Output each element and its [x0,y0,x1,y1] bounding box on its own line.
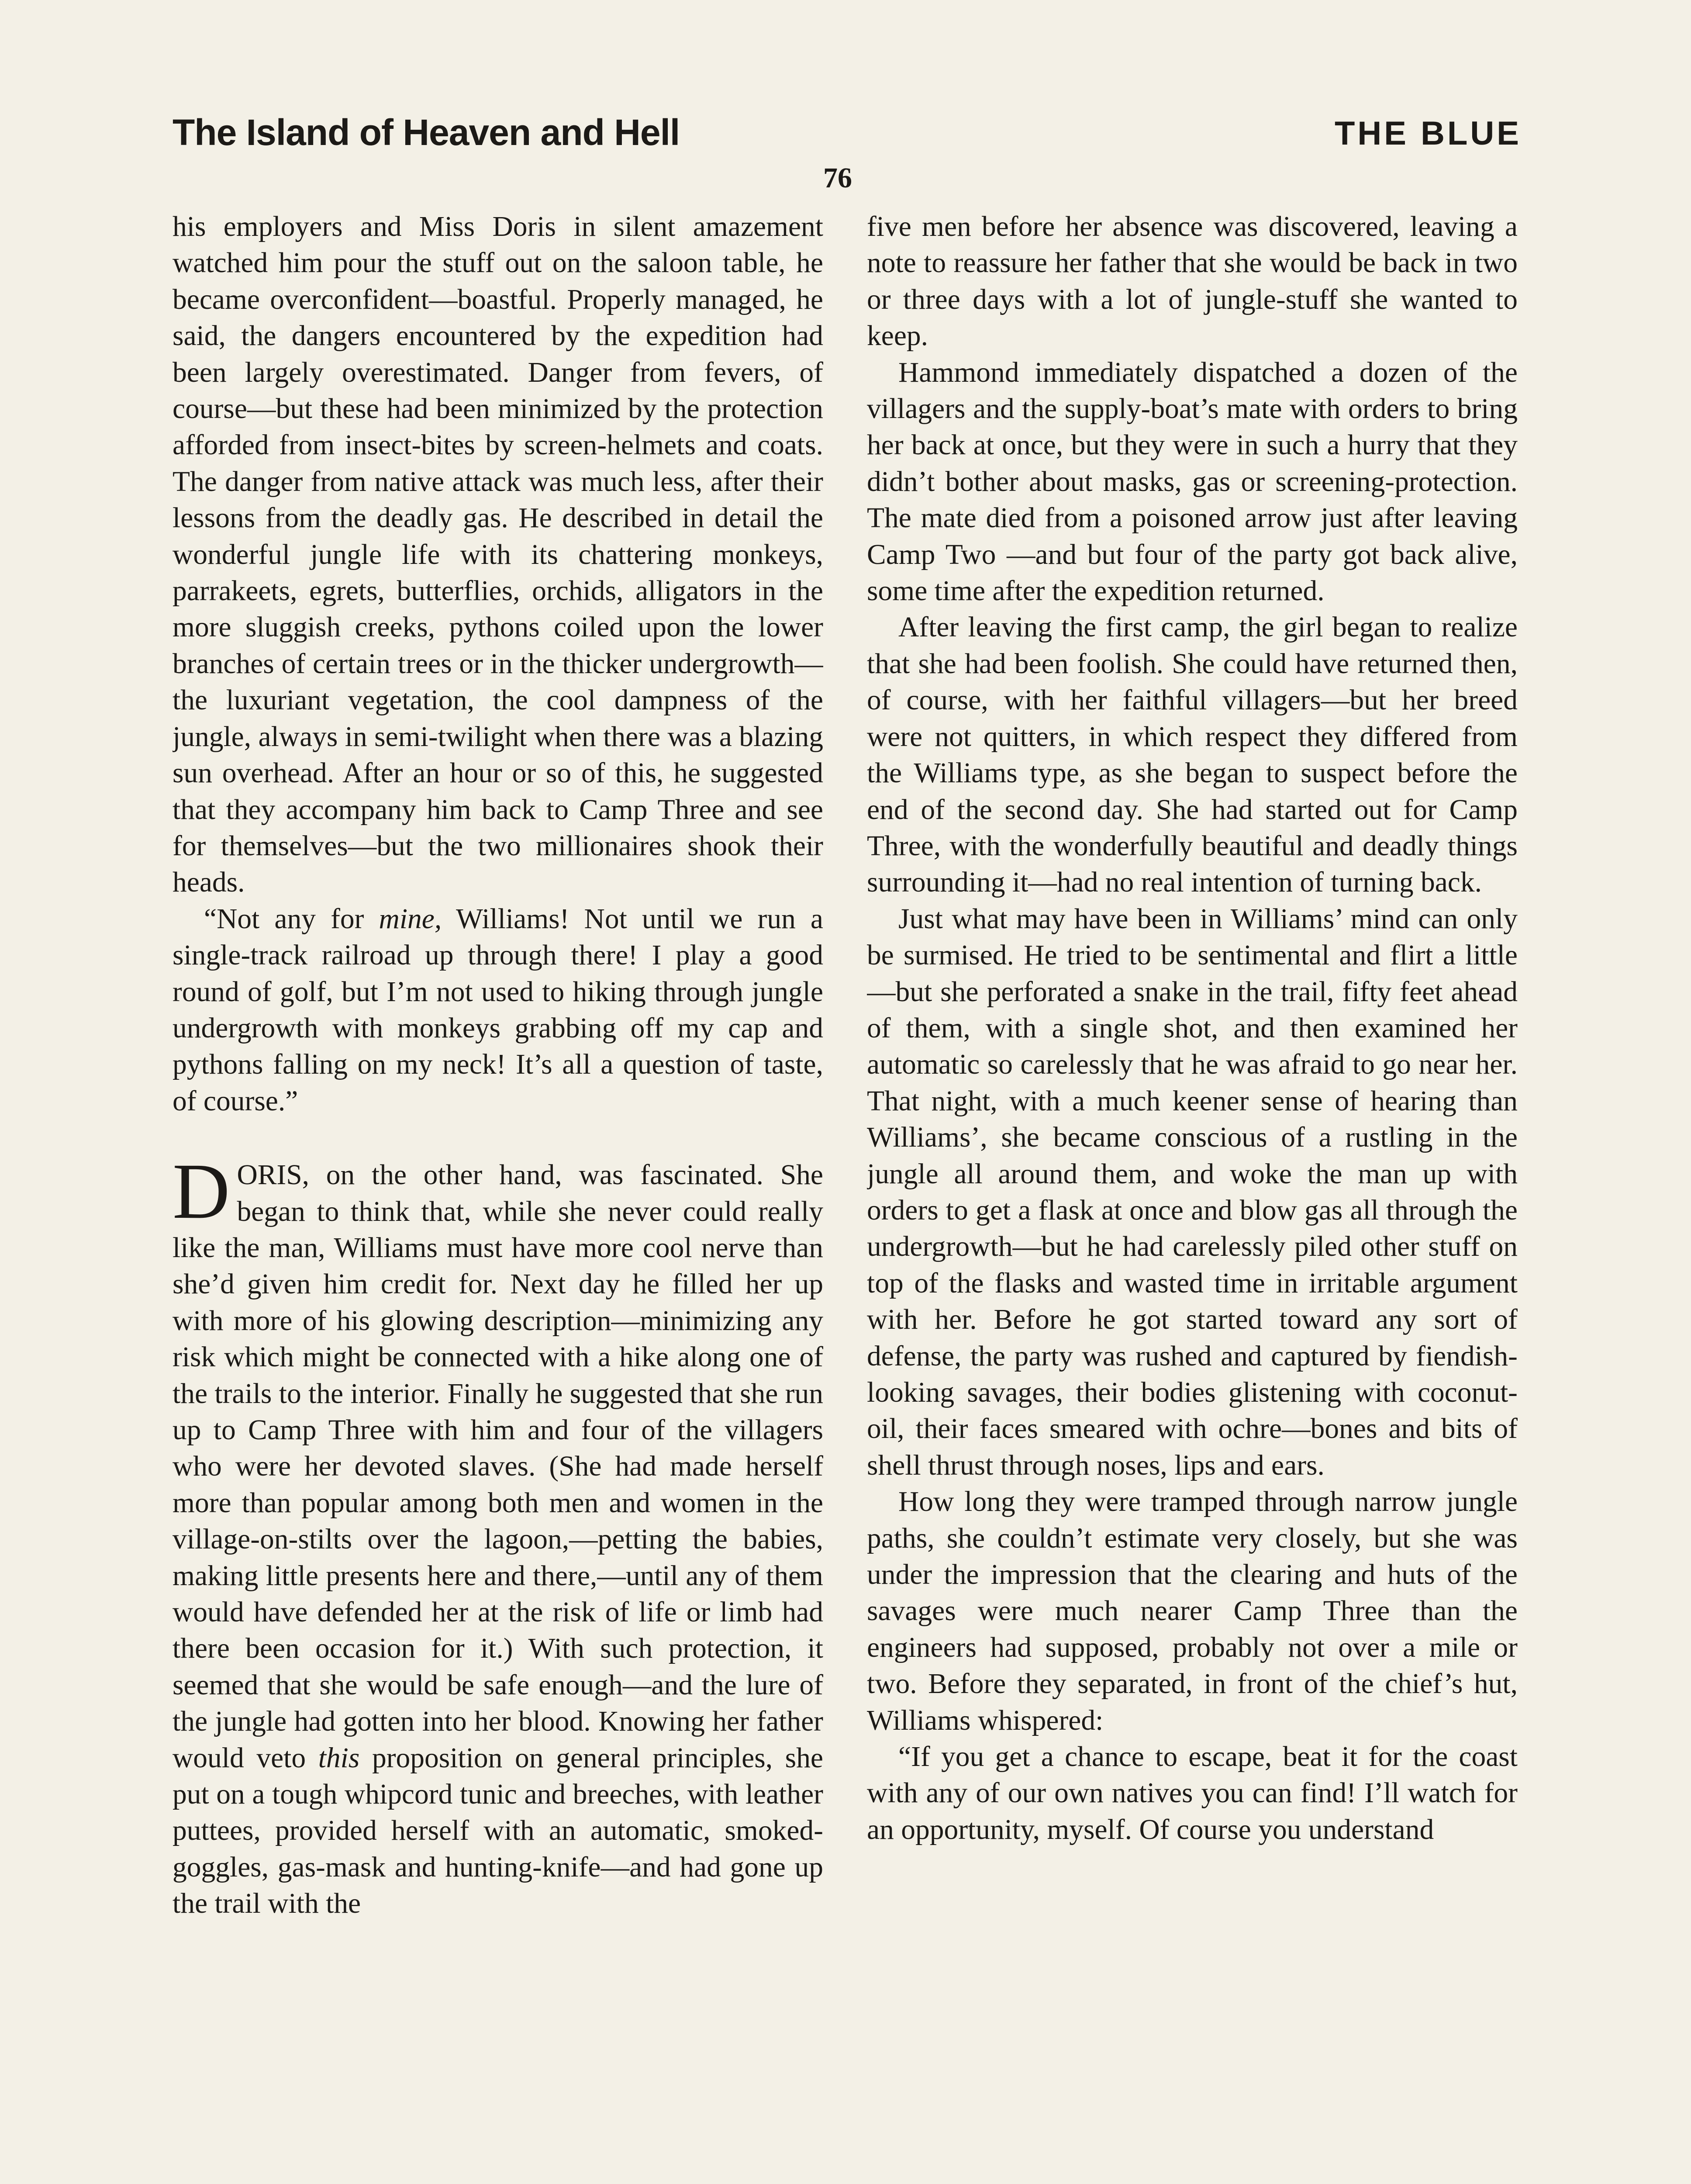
paragraph [173,1147,823,1922]
italic-text: mine, [379,903,442,935]
paragraph: After leaving the first camp, the girl began to realize that she had been foolish. She could have returned then, of course, with her faithful villagers—but her breed were not quitters, in which respect they differed from the Williams type, as she began to suspect before the end of the second day. She had started out for Camp Three, with the wonderfully beautiful and deadly things surrounding it—had no real intention of turning back. [867,612,1518,898]
text-run: proposition on general principles, she put on a tough whipcord tunic and breeches, with leather puttees, provided herself with an automatic, smoked-goggles, gas-mask and hunting-knife—and had gone up the trail with the [173,1742,823,1920]
running-title: The Island of Heaven and Hell [173,112,680,153]
italic-text: this [318,1742,360,1774]
page-number: 76 [823,162,852,194]
paragraph: five men before her absence was discovered, leaving a note to reassure her father that she would be back in two or three days with a lot of jungle-stuff she wanted to keep. [867,211,1518,352]
paragraph: Just what may have been in Williams’ mind can only be surmised. He tried to be sentimental and flirt a little—but she perforated a snake in the trail, fifty feet ahead of them, with a single shot, and then examined her automatic so carelessly that he was afraid to go near her. That night, with a much keener sense of hearing than Williams’, she became conscious of a rustling in the jungle all around them, and woke the man up with orders to get a flask at once and blow gas all through the undergrowth—but he had carelessly piled other stuff on top of the flasks and wasted time in irritable argument with her. Before he got started toward any sort of defense, the party was rushed and captured by fiendish-looking savages, their bodies glistening with coconut-oil, their faces smeared with ochre—bones and bits of shell thrust through noses, lips and ears. [867,903,1518,1481]
paragraph: How long they were tramped through narrow jungle paths, she couldn’t estimate very closely, but she was under the impression that the clearing and huts of the savages were much nearer Camp Three than the engineers had supposed, probably not over a mile or two. Before they separated, in front of the chief’s hut, Williams whispered: [867,1486,1518,1736]
paragraph: Hammond immediately dispatched a dozen of the villagers and the supply-boat’s mate with orders to bring her back at once, but they were in such a hurry that they didn’t bother about masks, gas or screening-protection. The mate died from a poisoned arrow just after leaving Camp Two —and but four of the party got back alive, some time after the expedition returned. [867,356,1518,607]
paragraph: his employers and Miss Doris in silent amazement watched him pour the stuff out on the saloon table, he became overconfident—boastful. Properly managed, he said, the dangers encountered by the expedition had been largely overestimated. Danger from fevers, of course—but these had been minimized by the protection afforded from insect-bites by screen-helmets and coats. The danger from native attack was much less, after their lessons from the deadly gas. He described in detail the wonderful jungle life with its chattering monkeys, parrakeets, egrets, butterflies, orchids, alligators in the more sluggish creeks, pythons coiled upon the lower branches of certain trees or in the thicker undergrowth—the luxuriant vegetation, the cool dampness of the jungle, always in semi-twilight when there was a blazing sun overhead. After an hour or so of this, he suggested that they accompany him back to Camp Three and see for themselves—but the two millionaires shook their heads. [173,211,823,898]
text-run: Williams! Not until we run a single-track railroad up through there! I play a good round of golf, but I’m not used to hiking through jungle undergrowth with monkeys grabbing off my cap and pythons falling on my neck! It’s all a question of taste, of course.” [173,903,823,1117]
text-run: “Not any for [204,903,379,935]
magazine-name: THE BLUE [1335,115,1522,152]
paragraph [173,901,823,1120]
right-column [867,209,1518,2184]
drop-cap: D [173,1147,230,1236]
left-column [173,209,823,2184]
text-run: ORIS, on the other hand, was fascinated. She began to think that, while she never could really like the man, Williams must have more cool nerve than she’d given him credit for. Next day he filled her up with more of his glowing description—minimizing any risk which might be connected with a hike along one of the trails to the interior. Finally he suggested that she run up to Camp Three with him and four of the villagers who were her devoted slaves. (She had made herself more than popular among both men and women in the village-on-stilts over the lagoon,—petting the babies, making little presents here and there,—until any of them would have defended her at the risk of life or limb had there been occasion for it.) With such protection, it seemed that she would be safe enough—and the lure of the jungle had gotten into her blood. Knowing her father would veto [173,1159,823,1774]
paragraph: “If you get a chance to escape, beat it for the coast with any of our own natives you can find! I’ll watch for an opportunity, myself. Of course you understand [867,1741,1518,1845]
